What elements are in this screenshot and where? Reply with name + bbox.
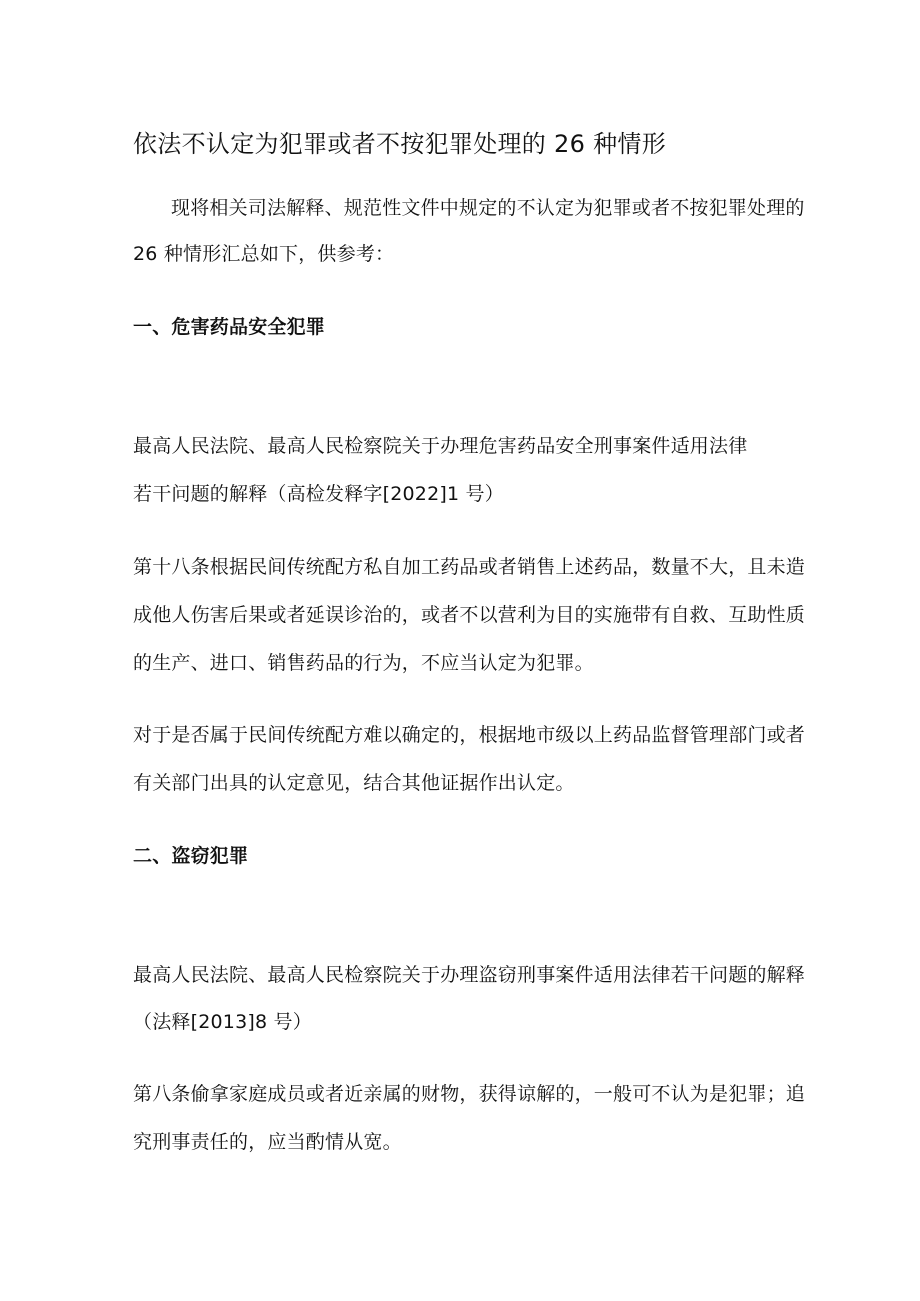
section-2-paragraph-1-line-2: 究刑事责任的，应当酌情从宽。 [133, 1131, 402, 1153]
section-heading-1: 一、危害药品安全犯罪 [133, 316, 326, 338]
intro-line-1: 现将相关司法解释、规范性文件中规定的不认定为犯罪或者不按犯罪处理的 [171, 197, 805, 219]
section-2-source-line-1: 最高人民法院、最高人民检察院关于办理盗窃刑事案件适用法律若干问题的解释 [133, 964, 806, 986]
section-1-paragraph-1-line-1: 第十八条根据民间传统配方私自加工药品或者销售上述药品，数量不大，且未造 [133, 556, 806, 578]
section-2-paragraph-1-line-1: 第八条偷拿家庭成员或者近亲属的财物，获得谅解的，一般可不认为是犯罪；追 [133, 1083, 806, 1105]
section-1-paragraph-1-line-2: 成他人伤害后果或者延误诊治的，或者不以营利为目的实施带有自救、互助性质 [133, 604, 806, 626]
section-1-source-line-1: 最高人民法院、最高人民检察院关于办理危害药品安全刑事案件适用法律 [133, 435, 748, 457]
section-2-source-line-2: （法释[2013]8 号） [133, 1011, 312, 1033]
section-heading-2: 二、盗窃犯罪 [133, 845, 249, 867]
document-title: 依法不认定为犯罪或者不按犯罪处理的 26 种情形 [133, 130, 666, 158]
section-1-paragraph-2-line-2: 有关部门出具的认定意见，结合其他证据作出认定。 [133, 772, 575, 794]
section-1-paragraph-1-line-3: 的生产、进口、销售药品的行为，不应当认定为犯罪。 [133, 652, 594, 674]
section-1-source-line-2: 若干问题的解释（高检发释字[2022]1 号） [133, 483, 504, 505]
intro-line-2: 26 种情形汇总如下，供参考： [133, 243, 395, 265]
section-1-paragraph-2-line-1: 对于是否属于民间传统配方难以确定的，根据地市级以上药品监督管理部门或者 [133, 724, 806, 746]
